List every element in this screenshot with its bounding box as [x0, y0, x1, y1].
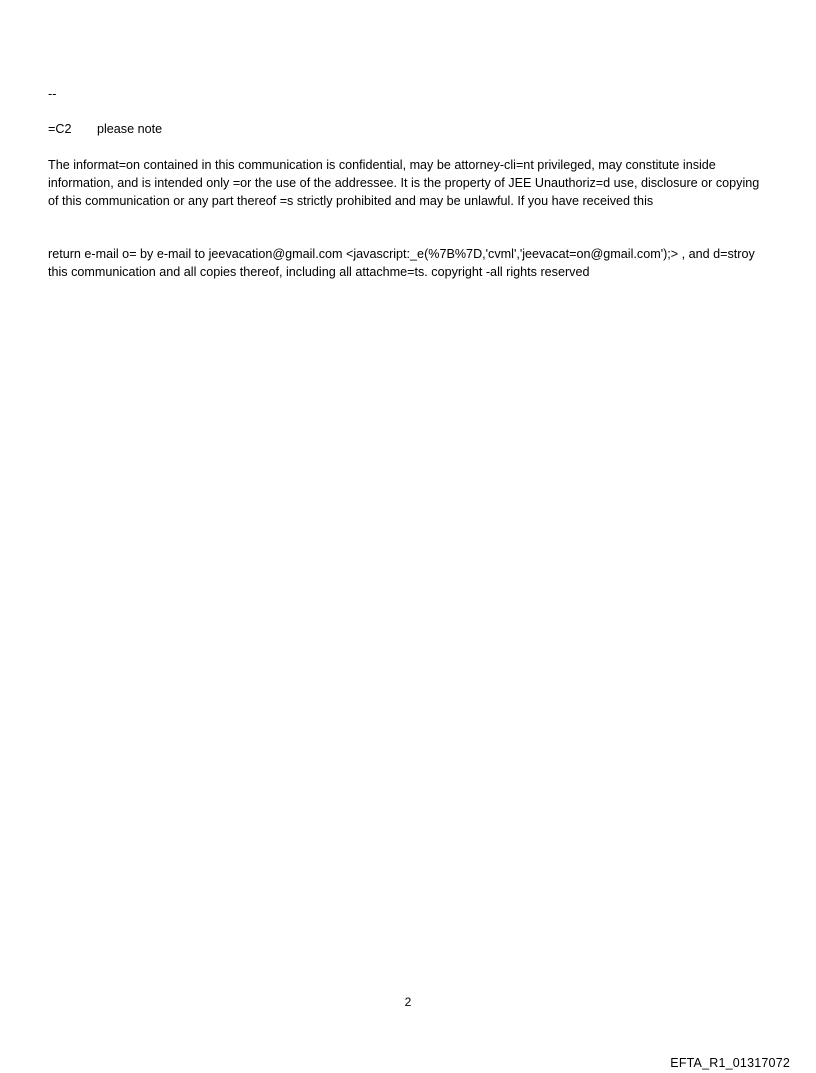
note-prefix: =C2: [48, 122, 72, 136]
note-text: please note: [97, 122, 163, 136]
please-note-line: [48, 120, 768, 138]
return-email-paragraph: return e-mail o= by e-mail to jeevacation@gmail.com <javascript:_e(%7B%7D,'cvml','jeevacat=on@gmail.com');> , and d=stroy this communication and all copies thereof, including all attachme=ts. copyright -all rights reserved: [48, 247, 759, 279]
bates-number: EFTA_R1_01317072: [670, 1056, 790, 1070]
page-number: 2: [404, 995, 412, 1009]
confidentiality-paragraph: The informat=on contained in this communication is confidential, may be attorney-cli=nt privileged, may constitute inside information, and is intended only =or the use of the addressee. It is the property of JEE Unauthoriz=d use, disclosure or copying of this communication or any part thereof =s strictly prohibited and may be unlawful. If you have received this: [48, 158, 763, 208]
signature-separator: --: [48, 87, 57, 101]
